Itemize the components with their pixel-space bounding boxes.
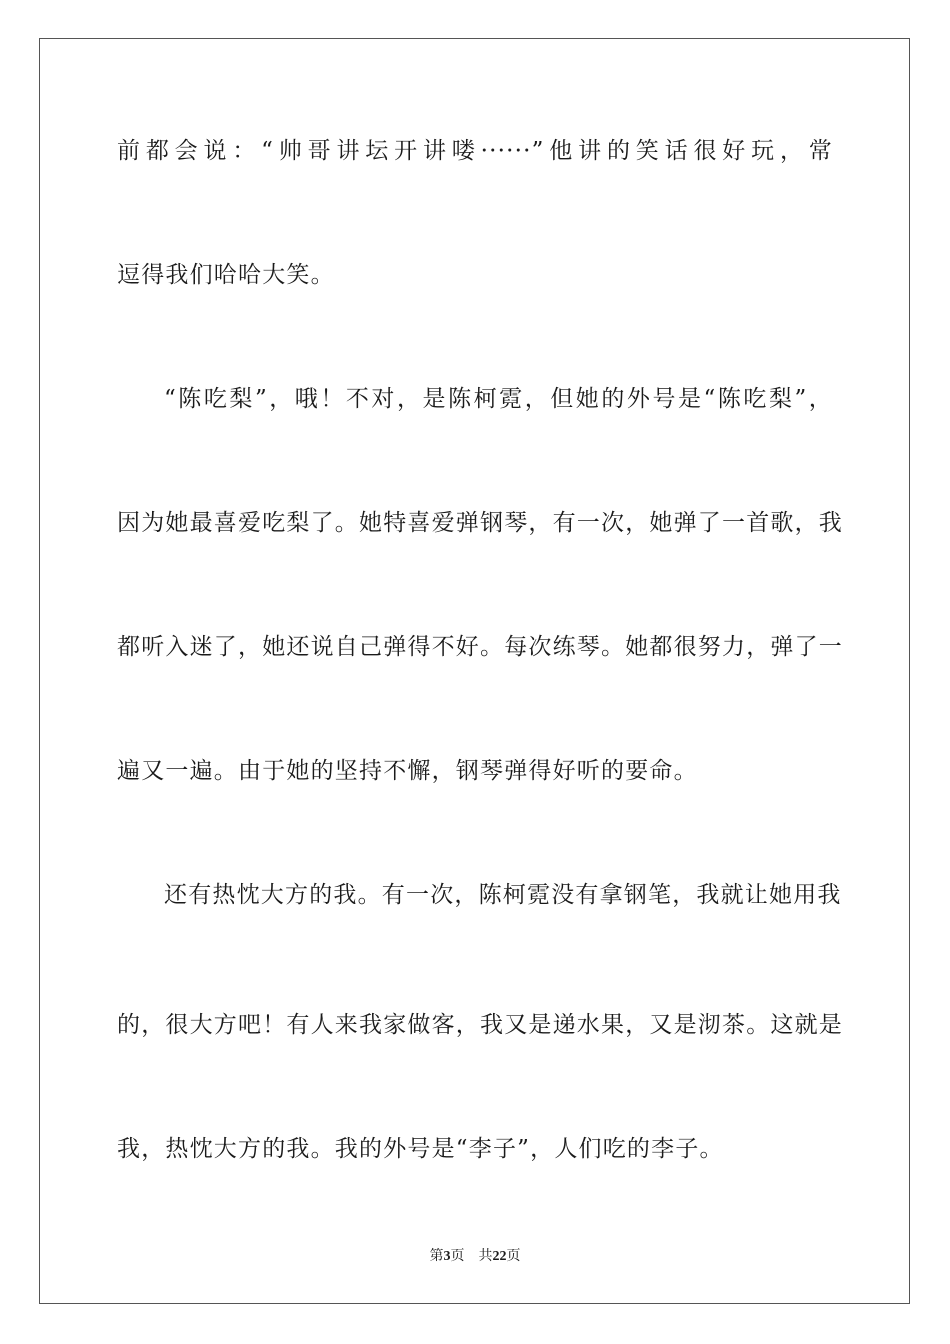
total-prefix: 共 (478, 1248, 493, 1264)
body-line-5: 都听入迷了，她还说自己弹得不好。每次练琴。她都很努力，弹了一 (117, 634, 843, 660)
body-line-1: 前都会说：“帅哥讲坛开讲喽······”他讲的笑话很好玩，常 (117, 138, 833, 164)
page-frame (39, 38, 910, 1304)
body-line-9: 我，热忱大方的我。我的外号是“李子”，人们吃的李子。 (117, 1136, 724, 1162)
page-suffix: 页 (450, 1248, 465, 1264)
page-prefix: 第 (429, 1248, 444, 1264)
body-line-8: 的，很大方吧！有人来我家做客，我又是递水果，又是沏茶。这就是 (117, 1012, 843, 1038)
total-suffix: 页 (506, 1248, 521, 1264)
page-number: 3 (443, 1249, 451, 1264)
page-footer (0, 1247, 950, 1266)
body-line-4: 因为她最喜爱吃梨了。她特喜爱弹钢琴，有一次，她弹了一首歌，我 (117, 510, 843, 536)
total-pages: 22 (492, 1249, 507, 1264)
body-line-2: 逗得我们哈哈大笑。 (117, 262, 335, 288)
body-line-7: 还有热忱大方的我。有一次，陈柯霓没有拿钢笔，我就让她用我 (164, 882, 842, 908)
body-line-6: 遍又一遍。由于她的坚持不懈，钢琴弹得好听的要命。 (117, 758, 698, 784)
body-line-3: “陈吃梨”，哦！不对，是陈柯霓，但她的外号是“陈吃梨”， (164, 386, 833, 412)
